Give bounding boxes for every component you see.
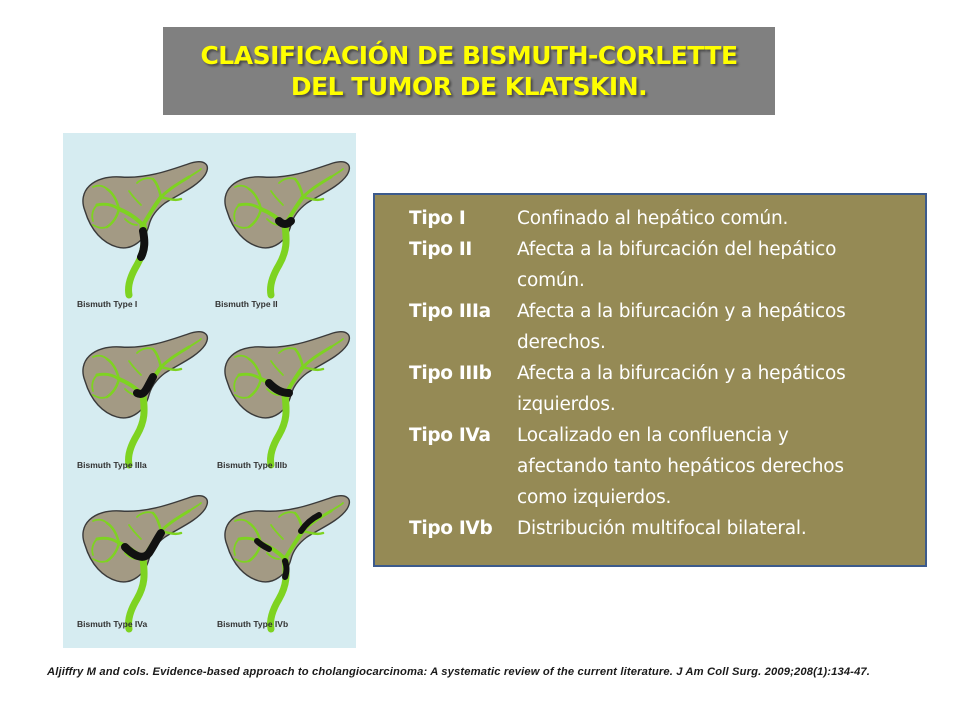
bismuth-type-4b-diagram bbox=[225, 496, 349, 629]
caption-type-3a: Bismuth Type IIIa bbox=[77, 460, 147, 470]
type-label: Tipo IVb bbox=[409, 518, 493, 539]
tumor-mark bbox=[285, 561, 287, 577]
type-description: común. bbox=[517, 270, 585, 291]
bismuth-type-3b-diagram bbox=[225, 332, 349, 465]
type-description: Afecta a la bifurcación y a hepáticos bbox=[517, 363, 846, 384]
caption-type-4b: Bismuth Type IVb bbox=[217, 619, 289, 629]
tumor-mark bbox=[141, 231, 144, 257]
bismuth-type-4a-diagram bbox=[83, 496, 207, 629]
type-description: izquierdos. bbox=[517, 394, 616, 415]
reference-citation: Aljiffry M and cols. Evidence-based approach to cholangiocarcinoma: A systematic review of the current literature. J Am Coll Surg. 2009;208(1):134-47. bbox=[47, 666, 871, 678]
classification-box bbox=[373, 193, 927, 567]
type-description: afectando tanto hepáticos derechos bbox=[517, 456, 844, 477]
caption-type-4a: Bismuth Type IVa bbox=[77, 619, 148, 629]
title-line-2: DEL TUMOR DE KLATSKIN. bbox=[290, 72, 648, 101]
bismuth-figure bbox=[63, 133, 356, 648]
type-description: Afecta a la bifurcación y a hepáticos bbox=[517, 301, 846, 322]
type-description: derechos. bbox=[517, 332, 606, 353]
bismuth-type-3a-diagram bbox=[83, 332, 207, 465]
title-line-1: CLASIFICACIÓN DE BISMUTH-CORLETTE bbox=[200, 41, 738, 70]
title-banner bbox=[163, 27, 775, 115]
caption-type-2: Bismuth Type II bbox=[215, 299, 278, 309]
bismuth-diagram-svg bbox=[63, 133, 356, 648]
type-description: Distribución multifocal bilateral. bbox=[517, 518, 807, 539]
type-label: Tipo IVa bbox=[409, 425, 491, 446]
bismuth-type-1-diagram bbox=[83, 162, 207, 295]
caption-type-3b: Bismuth Type IIIb bbox=[217, 460, 288, 470]
type-label: Tipo II bbox=[409, 239, 473, 260]
type-description: como izquierdos. bbox=[517, 487, 672, 508]
bismuth-type-2-diagram bbox=[225, 162, 349, 295]
tumor-mark bbox=[279, 221, 291, 224]
type-description: Afecta a la bifurcación del hepático bbox=[517, 239, 837, 260]
type-label: Tipo I bbox=[409, 208, 466, 229]
caption-type-1: Bismuth Type I bbox=[77, 299, 138, 309]
type-description: Localizado en la confluencia y bbox=[517, 425, 789, 446]
type-description: Confinado al hepático común. bbox=[517, 208, 789, 229]
type-label: Tipo IIIa bbox=[409, 301, 491, 322]
type-label: Tipo IIIb bbox=[409, 363, 492, 384]
